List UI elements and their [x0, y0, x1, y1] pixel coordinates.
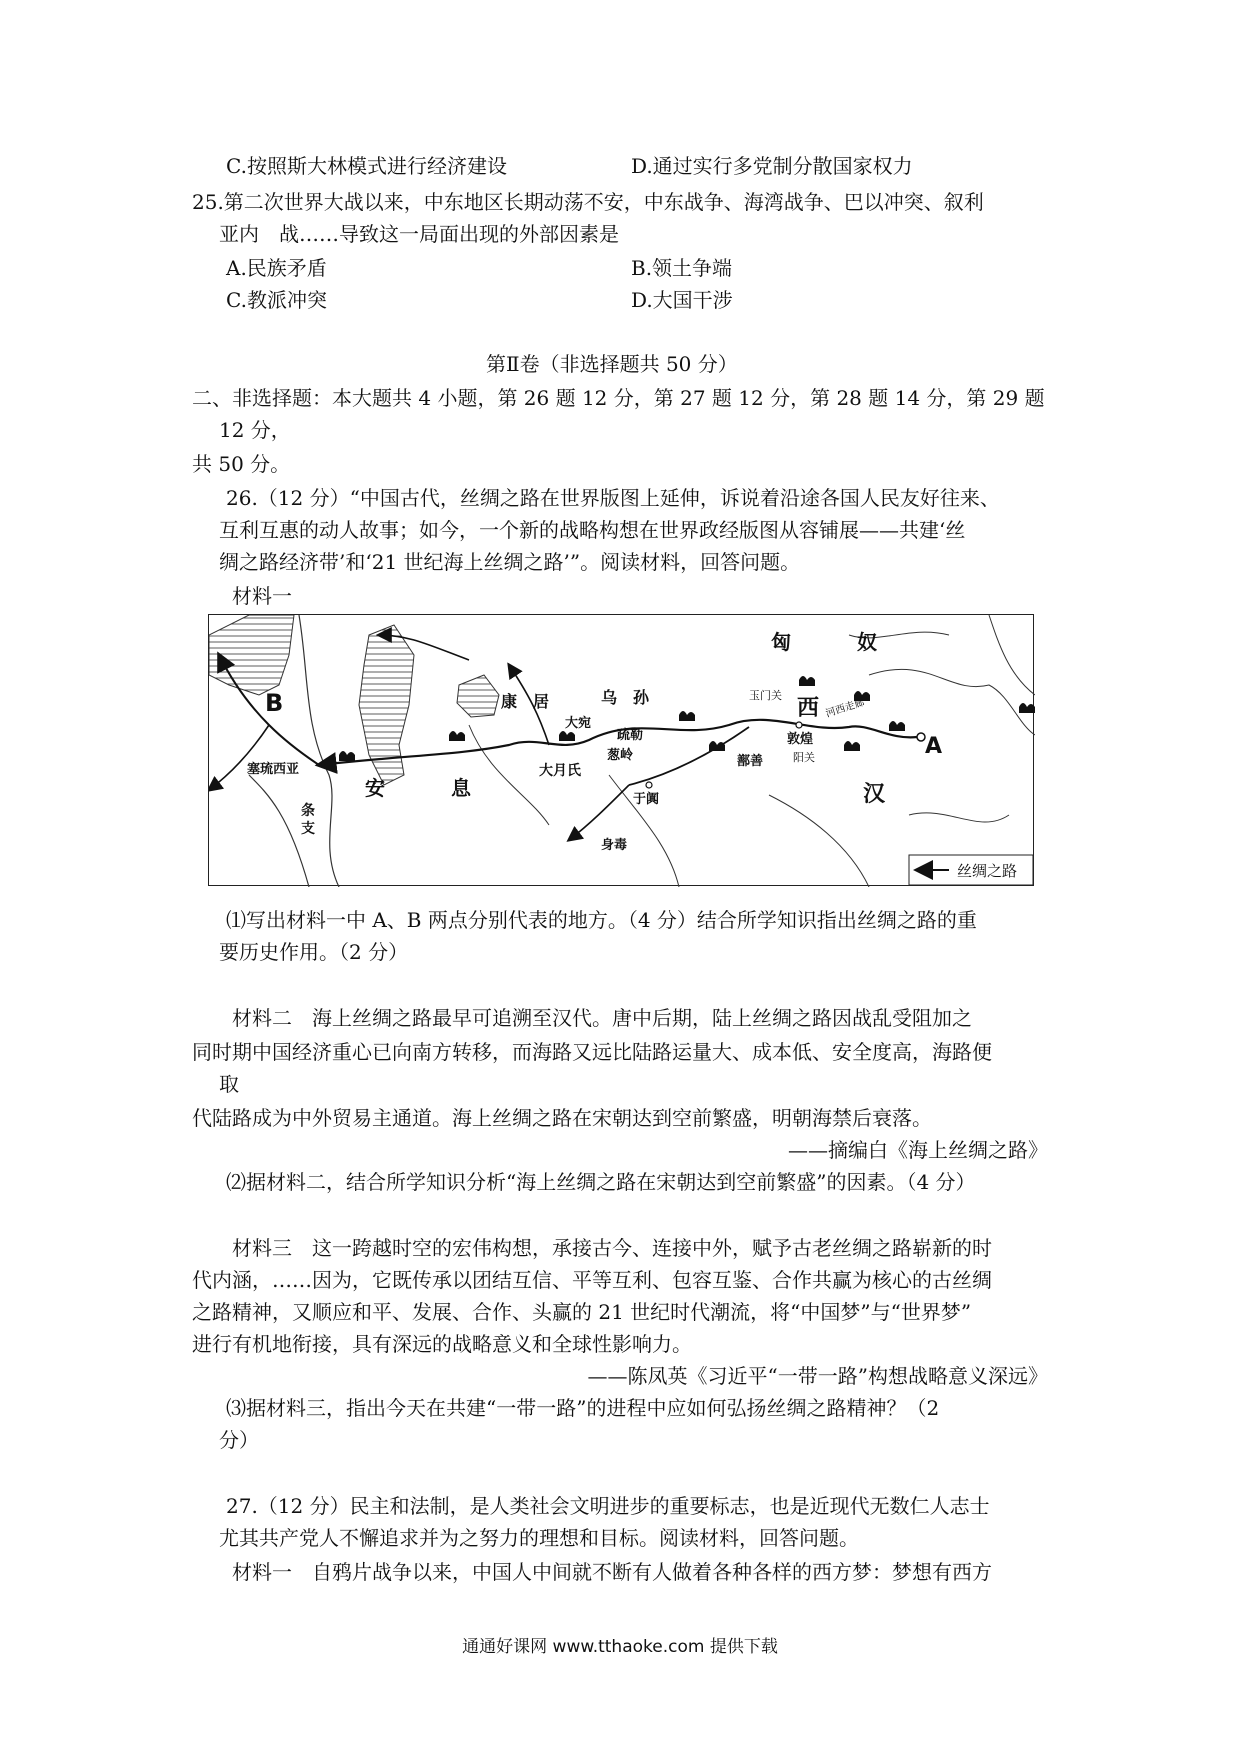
- q26-intro-line1: 26.（12 分）“中国古代，丝绸之路在世界版图上延伸，诉说着沿途各国人民友好往来、: [226, 486, 1000, 510]
- label-wusun: 乌 孙: [601, 688, 650, 707]
- q25-option-c: C.教派冲突: [226, 288, 327, 312]
- q26-question-1-line2: 要历史作用。（2 分）: [219, 940, 409, 964]
- page-footer: 通通好课网 www.tthaoke.com 提供下载: [462, 1637, 778, 1657]
- section-instructions-line3: 共 50 分。: [192, 452, 291, 476]
- river-2: [249, 775, 309, 887]
- label-xiongnu-2: 奴: [857, 630, 877, 654]
- q26-question-1: ⑴写出材料一中 A、B 两点分别代表的地方。（4 分）结合所学知识指出丝绸之路的重: [226, 908, 977, 932]
- label-anxi-1: 安: [365, 776, 385, 800]
- q26-material1-label: 材料一: [232, 584, 292, 608]
- legend-label: 丝绸之路: [957, 862, 1018, 880]
- material2-source: ——摘编白《海上丝绸之路》: [788, 1138, 1048, 1162]
- river-1: [299, 615, 339, 887]
- label-shendu: 身毒: [601, 838, 628, 853]
- label-tiaozhi-1: 条: [301, 803, 315, 819]
- silk-road-west-branch: [209, 725, 269, 790]
- river-7: [909, 813, 1009, 822]
- material3-source: ——陈凤英《习近平“一带一路”构想战略意义深远》: [587, 1364, 1048, 1388]
- yutian-marker: [646, 782, 652, 788]
- camel-icon-1: [339, 751, 355, 761]
- label-selucid: 塞琉西亚: [247, 762, 300, 777]
- camel-icon-2: [449, 731, 465, 741]
- material3-line1: 材料三 这一跨越时空的宏伟构想，承接古今、连接中外，赋予古老丝绸之路崭新的时: [232, 1236, 992, 1260]
- label-point-a: A: [925, 734, 943, 759]
- silk-road-to-shendu: [569, 785, 629, 840]
- label-kangju: 康 居: [501, 692, 550, 711]
- section-instructions-line1: 二、非选择题：本大题共 4 小题，第 26 题 12 分，第 27 题 12 分，第 28 题 14 分，第 29 题: [192, 386, 1045, 410]
- point-a-marker: [917, 733, 925, 741]
- label-yumenguan: 玉门关: [749, 689, 782, 702]
- label-han: 汉: [863, 782, 886, 807]
- dunhuang-marker: [796, 722, 802, 728]
- camel-icon-9: [889, 721, 905, 731]
- q25-option-a: A.民族矛盾: [226, 256, 327, 280]
- material2-line4: 代陆路成为中外贸易主通道。海上丝绸之路在宋朝达到空前繁盛，明朝海禁后衰落。: [192, 1106, 932, 1130]
- camel-icon-4: [679, 711, 695, 721]
- material3-line3: 之路精神，又顺应和平、发展、合作、头赢的 21 世纪时代潮流，将“中国梦”与“世界梦”: [192, 1300, 972, 1324]
- q25-stem-line1: 25.第二次世界大战以来，中东地区长期动荡不安，中东战争、海湾战争、巴以冲突、叙利: [192, 190, 984, 214]
- label-yangguan: 阳关: [793, 751, 815, 764]
- q26-question-2: ⑵据材料二，结合所学知识分析“海上丝绸之路在宋朝达到空前繁盛”的因素。（4 分）: [226, 1170, 976, 1194]
- q25-option-b: B.领土争端: [631, 256, 733, 280]
- camel-icon-10: [1019, 703, 1035, 713]
- label-yutian: 于阗: [633, 792, 660, 807]
- material2-line3: 取: [219, 1072, 239, 1096]
- label-shanshan: 鄯善: [737, 754, 764, 769]
- volume-title: 第Ⅱ卷（非选择题共 50 分）: [486, 352, 738, 376]
- label-tiaozhi: [301, 802, 320, 837]
- section-instructions-line2: 12 分，: [219, 418, 291, 442]
- river-3: [469, 725, 549, 825]
- q27-intro-line1: 27.（12 分）民主和法制，是人类社会文明进步的重要标志，也是近现代无数仁人志士: [226, 1494, 990, 1518]
- silk-road-map-drawing: [209, 615, 1035, 887]
- q27-material1-line1: 材料一 自鸦片战争以来，中国人中间就不断有人做着各种各样的西方梦：梦想有西方: [232, 1560, 992, 1584]
- q26-question-3-line2: 分）: [219, 1428, 259, 1452]
- river-5: [769, 795, 869, 887]
- camel-icon-5: [709, 741, 725, 751]
- material3-line4: 进行有机地衔接，具有深远的战略意义和全球性影响力。: [192, 1332, 692, 1356]
- aral-sea: [457, 675, 499, 717]
- label-xiongnu-1: 匈: [771, 630, 791, 654]
- label-tiaozhi-2: 支: [301, 821, 315, 837]
- black-sea: [209, 615, 294, 695]
- label-dayuezhi: 大月氏: [539, 763, 581, 779]
- label-point-b: B: [265, 689, 284, 717]
- river-9: [989, 615, 1035, 695]
- q27-intro-line2: 尤其共产党人不懈追求并为之努力的理想和目标。阅读材料，回答问题。: [219, 1526, 859, 1550]
- label-anxi-2: 息: [451, 776, 471, 800]
- camel-icon-3: [559, 731, 575, 741]
- camel-icon-6: [799, 676, 815, 686]
- q26-intro-line3: 绸之路经济带’和‘21 世纪海上丝绸之路’”。阅读材料，回答问题。: [219, 550, 801, 574]
- label-hexi: 河西走廊: [824, 697, 866, 720]
- material3-line2: 代内涵，……因为，它既传承以团结互信、平等互利、包容互鉴、合作共赢为核心的古丝绸: [192, 1268, 992, 1292]
- silk-road-map: [208, 614, 1034, 886]
- q25-stem-line2: 亚内 战……导致这一局面出现的外部因素是: [219, 222, 619, 246]
- q26-question-3: ⑶据材料三，指出今天在共建“一带一路”的进程中应如何弘扬丝绸之路精神？（2: [226, 1396, 940, 1420]
- q24-option-d: D.通过实行多党制分散国家权力: [631, 154, 913, 178]
- silk-road-south-branch: [629, 727, 749, 785]
- label-congling: 葱岭: [607, 748, 634, 763]
- q25-option-d: D.大国干涉: [631, 288, 733, 312]
- label-dayuan: 大宛: [565, 716, 592, 731]
- label-xi: 西: [797, 696, 820, 721]
- q26-intro-line2: 互利互惠的动人故事；如今，一个新的战略构想在世界政经版图从容铺展——共建‘丝: [219, 518, 966, 542]
- q24-option-c: C.按照斯大林模式进行经济建设: [226, 154, 507, 178]
- label-dunhuang: 敦煌: [787, 732, 814, 747]
- material2-line1: 材料二 海上丝绸之路最早可追溯至汉代。唐中后期，陆上丝绸之路因战乱受阻加之: [232, 1006, 972, 1030]
- material2-line2: 同时期中国经济重心已向南方转移，而海路又远比陆路运量大、成本低、安全度高，海路便: [192, 1040, 992, 1064]
- label-shule: 疏勒: [617, 728, 644, 743]
- camel-icon-7: [844, 741, 860, 751]
